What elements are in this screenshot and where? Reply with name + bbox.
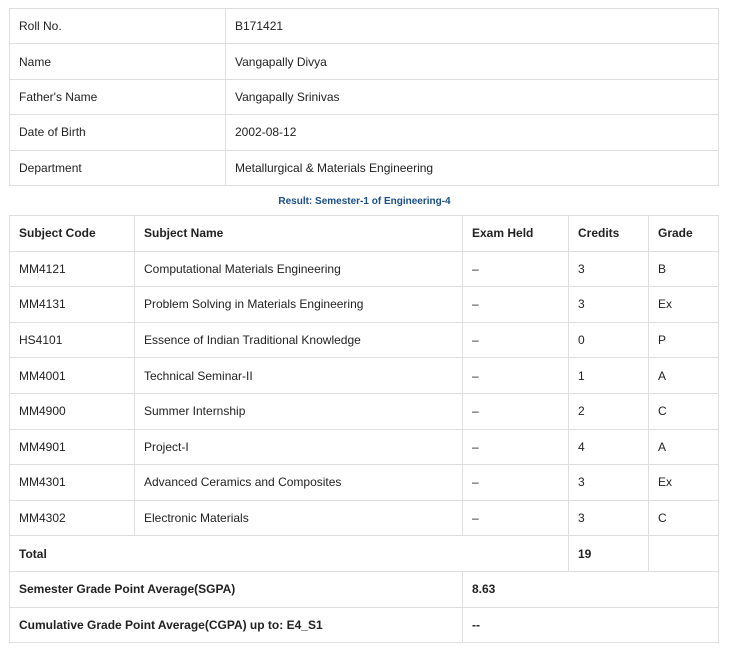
table-row: [10, 429, 719, 465]
department-label: Department: [10, 150, 226, 185]
grade: A: [649, 429, 719, 465]
dob-row: [10, 115, 719, 150]
grade: Ex: [649, 287, 719, 323]
cgpa-label: Cumulative Grade Point Average(CGPA) up to: E4_S1: [10, 607, 463, 643]
exam-held: –: [463, 500, 569, 536]
total-grade-empty: [649, 536, 719, 572]
subject-code: HS4101: [10, 322, 135, 358]
subject-name: Summer Internship: [135, 393, 463, 429]
grade: C: [649, 500, 719, 536]
credits: 0: [569, 322, 649, 358]
table-row: [10, 500, 719, 536]
subject-name: Computational Materials Engineering: [135, 251, 463, 287]
grade: A: [649, 358, 719, 394]
credits: 3: [569, 287, 649, 323]
exam-held: –: [463, 429, 569, 465]
total-label: Total: [10, 536, 569, 572]
header-exam-held: Exam Held: [463, 216, 569, 252]
dob-value: 2002-08-12: [226, 115, 719, 150]
subject-code: MM4121: [10, 251, 135, 287]
sgpa-value: 8.63: [463, 571, 719, 607]
credits: 1: [569, 358, 649, 394]
subject-name: Electronic Materials: [135, 500, 463, 536]
subject-code: MM4900: [10, 393, 135, 429]
subject-name: Advanced Ceramics and Composites: [135, 465, 463, 501]
exam-held: –: [463, 358, 569, 394]
grade: B: [649, 251, 719, 287]
department-value: Metallurgical & Materials Engineering: [226, 150, 719, 185]
total-credits: 19: [569, 536, 649, 572]
cgpa-value: --: [463, 607, 719, 643]
credits: 2: [569, 393, 649, 429]
subject-code: MM4001: [10, 358, 135, 394]
subject-name: Essence of Indian Traditional Knowledge: [135, 322, 463, 358]
result-caption: Result: Semester-1 of Engineering-4: [278, 196, 451, 207]
subject-name: Technical Seminar-II: [135, 358, 463, 394]
grade: C: [649, 393, 719, 429]
table-row: [10, 465, 719, 501]
header-row: [10, 216, 719, 252]
subject-name: Project-I: [135, 429, 463, 465]
credits: 3: [569, 251, 649, 287]
grade: Ex: [649, 465, 719, 501]
header-subject-name: Subject Name: [135, 216, 463, 252]
department-row: [10, 150, 719, 185]
cgpa-row: [10, 607, 719, 643]
header-credits: Credits: [569, 216, 649, 252]
subject-code: MM4131: [10, 287, 135, 323]
credits: 3: [569, 465, 649, 501]
name-row: [10, 44, 719, 79]
sgpa-label: Semester Grade Point Average(SGPA): [10, 571, 463, 607]
result-table: [9, 215, 719, 643]
exam-held: –: [463, 393, 569, 429]
table-row: [10, 251, 719, 287]
table-row: [10, 358, 719, 394]
credits: 4: [569, 429, 649, 465]
father-value: Vangapally Srinivas: [226, 79, 719, 114]
exam-held: –: [463, 465, 569, 501]
subject-code: MM4302: [10, 500, 135, 536]
roll-value: B171421: [226, 9, 719, 44]
exam-held: –: [463, 251, 569, 287]
table-row: [10, 322, 719, 358]
name-label: Name: [10, 44, 226, 79]
header-grade: Grade: [649, 216, 719, 252]
father-label: Father's Name: [10, 79, 226, 114]
student-info-table: [9, 8, 719, 186]
subject-name: Problem Solving in Materials Engineering: [135, 287, 463, 323]
grade: P: [649, 322, 719, 358]
table-row: [10, 287, 719, 323]
dob-label: Date of Birth: [10, 115, 226, 150]
roll-row: [10, 9, 719, 44]
table-row: [10, 393, 719, 429]
subject-code: MM4301: [10, 465, 135, 501]
name-value: Vangapally Divya: [226, 44, 719, 79]
credits: 3: [569, 500, 649, 536]
roll-label: Roll No.: [10, 9, 226, 44]
father-row: [10, 79, 719, 114]
exam-held: –: [463, 322, 569, 358]
sgpa-row: [10, 571, 719, 607]
subject-code: MM4901: [10, 429, 135, 465]
total-row: [10, 536, 719, 572]
exam-held: –: [463, 287, 569, 323]
header-subject-code: Subject Code: [10, 216, 135, 252]
